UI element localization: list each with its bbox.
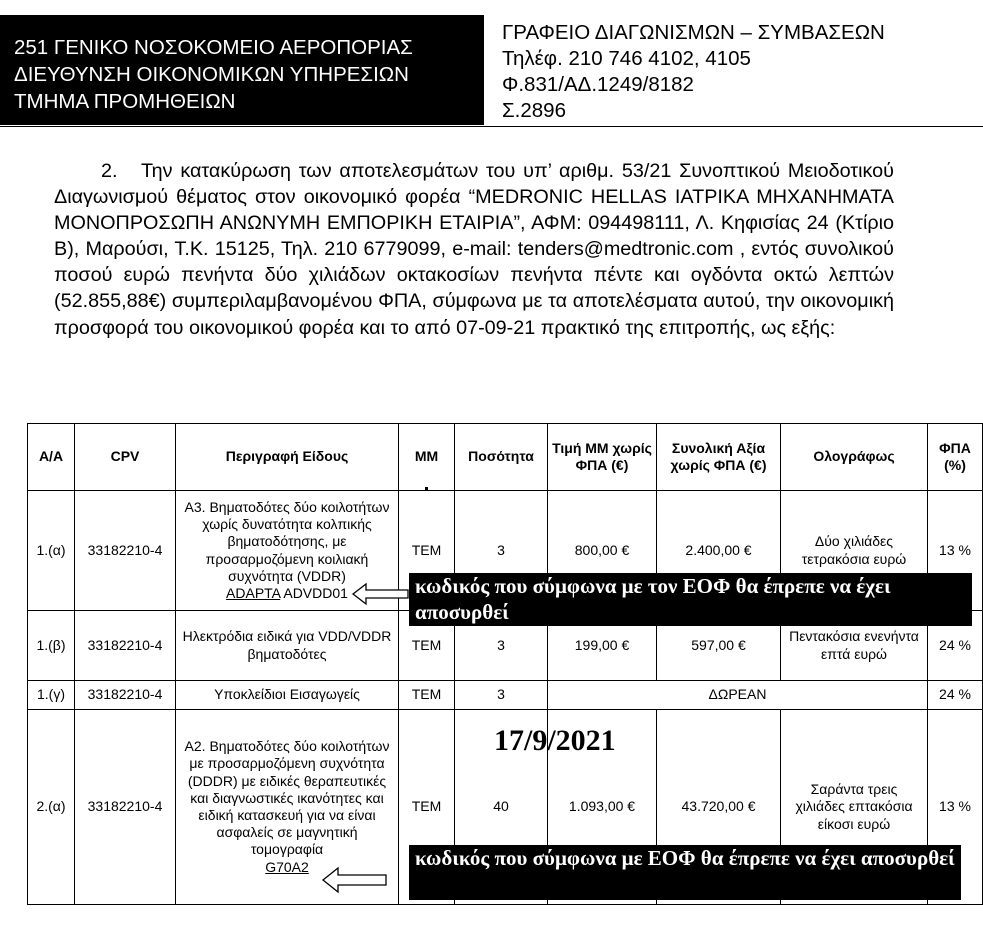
cell-total: 2.400,00 € (657, 491, 781, 611)
header-quantity: Ποσότητα (455, 424, 548, 491)
office-line: ΓΡΑΦΕΙΟ ΔΙΑΓΩΝΙΣΜΩΝ – ΣΥΜΒΑΣΕΩΝ (502, 21, 885, 44)
cell-free-of-charge: ΔΩΡΕΑΝ (548, 681, 928, 710)
cell-unit-price: 800,00 € (548, 491, 657, 611)
product-code: ADVDD01 (283, 584, 348, 601)
paragraph-number: 2. (101, 160, 118, 182)
header-total: Συνολική Αξία χωρίς ΦΠΑ (€) (657, 424, 781, 491)
cell-description: Υποκλείδιοι Εισαγωγείς (176, 681, 399, 710)
cell-vat: 13 % (928, 710, 983, 905)
office-line: Φ.831/ΑΔ.1249/8182 (502, 73, 694, 96)
left-arrow-icon (352, 583, 410, 605)
cell-quantity: 40 (455, 710, 548, 905)
cell-in-words: Σαράντα τρεις χιλιάδες επτακόσια είκοσι ευρώ (781, 710, 928, 905)
product-code: G70A2 (265, 858, 309, 875)
cell-cpv: 33182210-4 (75, 681, 176, 710)
office-line: Τηλέφ. 210 746 4102, 4105 (502, 47, 751, 70)
cell-cpv: 33182210-4 (75, 710, 176, 905)
items-table (27, 423, 983, 905)
description-text: Α2. Βηματοδότες δύο κοιλοτήτων με προσαρμοζόμενη συχνότητα (DDDR) με ειδικές θεραπευτικές και διαγνωστικές ικανότητες και ειδική κατασκευή για να είναι ασφαλείς σε μαγνητική τομογραφία (184, 738, 390, 858)
date-stamp: 17/9/2021 (494, 724, 616, 757)
cell-unit: ΤΕΜ (399, 681, 455, 710)
org-line: ΤΜΗΜΑ ΠΡΟΜΗΘΕΙΩΝ (14, 90, 236, 113)
cell-unit: ΤΕΜ (399, 491, 455, 611)
table-row (28, 681, 983, 710)
cell-quantity: 3 (455, 611, 548, 681)
cell-vat: 13 % (928, 491, 983, 611)
cell-unit: ΤΕΜ (399, 611, 455, 681)
award-paragraph (54, 158, 894, 341)
office-header (502, 20, 885, 124)
header-divider (0, 126, 983, 127)
table-header-row (28, 424, 983, 491)
annotation-note: κωδικός που σύμφωνα με τον ΕΟΦ θα έπρεπε να έχει αποσυρθεί (409, 573, 972, 626)
cell-in-words: Πεντακόσια ενενήντα επτά ευρώ (781, 611, 928, 681)
cell-unit-price: 199,00 € (548, 611, 657, 681)
organization-header (0, 15, 484, 125)
cell-unit: ΤΕΜ (399, 710, 455, 905)
cell-description: Ηλεκτρόδια ειδικά για VDD/VDDR βηματοδότες (176, 611, 399, 681)
header-unit: ΜΜ (399, 424, 455, 491)
header-vat: ΦΠΑ (%) (928, 424, 983, 491)
cell-aa: 2.(α) (28, 710, 75, 905)
cell-cpv: 33182210-4 (75, 611, 176, 681)
cell-vat: 24 % (928, 611, 983, 681)
stray-mark (425, 487, 428, 490)
org-line: ΔΙΕΥΘΥΝΣΗ ΟΙΚΟΝΟΜΙΚΩΝ ΥΠΗΡΕΣΙΩΝ (14, 63, 409, 86)
description-text: Α3. Βηματοδότες δύο κοιλοτήτων χωρίς δυνατότητα κολπικής βηματοδότησης, με προσαρμοζόμενη κοιλιακή συχνότητα (VDDR) (184, 498, 390, 584)
cell-aa: 1.(α) (28, 491, 75, 611)
office-line: Σ.2896 (502, 99, 566, 122)
cell-total: 43.720,00 € (657, 710, 781, 905)
header-aa: Α/Α (28, 424, 75, 491)
cell-aa: 1.(β) (28, 611, 75, 681)
cell-quantity: 3 (455, 681, 548, 710)
cell-vat: 24 % (928, 681, 983, 710)
cell-unit-price: 1.093,00 € (548, 710, 657, 905)
cell-aa: 1.(γ) (28, 681, 75, 710)
header-unit-price: Τιμή ΜΜ χωρίς ΦΠΑ (€) (548, 424, 657, 491)
paragraph-text: Την κατακύρωση των αποτελεσμάτων του υπ’ αριθμ. 53/21 Συνοπτικού Μειοδοτικού Διαγωνισμού θέματος στον οικονομικό φορέα “MEDRONIC HELLAS ΙΑΤΡΙΚΑ ΜΗΧΑΝΗΜΑΤΑ ΜΟΝΟΠΡΟΣΩΠΗ ΑΝΩΝΥΜΗ ΕΜΠΟΡΙΚΗ ΕΤΑΙΡΙΑ”, ΑΦΜ: 094498111, Λ. Κηφισίας 24 (Κτίριο Β), Μαρούσι, Τ.Κ. 15125, Τηλ. 210 6779099, e-mail: tenders@medtronic.com , εντός συνολικού ποσού ευρώ πενήντα δύο χιλιάδων οκτακοσίων πενήντα πέντε και ογδόντα οκτώ λεπτών (52.855,88€) συμπεριλαμβανομένου ΦΠΑ, σύμφωνα με τα αποτελέσματα αυτού, την οικονομική προσφορά του οικονομικού φορέα και το από 07-09-21 πρακτικό της επιτροπής, ως εξής: (54, 160, 894, 339)
cell-quantity: 3 (455, 491, 548, 611)
org-line: 251 ΓΕΝΙΚΟ ΝΟΣΟΚΟΜΕΙΟ ΑΕΡΟΠΟΡΙΑΣ (14, 36, 413, 59)
cell-total: 597,00 € (657, 611, 781, 681)
header-description: Περιγραφή Είδους (176, 424, 399, 491)
cell-in-words: Δύο χιλιάδες τετρακόσια ευρώ (781, 491, 928, 611)
header-in-words: Ολογράφως (781, 424, 928, 491)
header-cpv: CPV (75, 424, 176, 491)
left-arrow-icon (322, 867, 388, 893)
annotation-note: κωδικός που σύμφωνα με ΕΟΦ θα έπρεπε να έχει αποσυρθεί (409, 845, 961, 900)
cell-cpv: 33182210-4 (75, 491, 176, 611)
product-code: ADAPTA (226, 584, 281, 601)
